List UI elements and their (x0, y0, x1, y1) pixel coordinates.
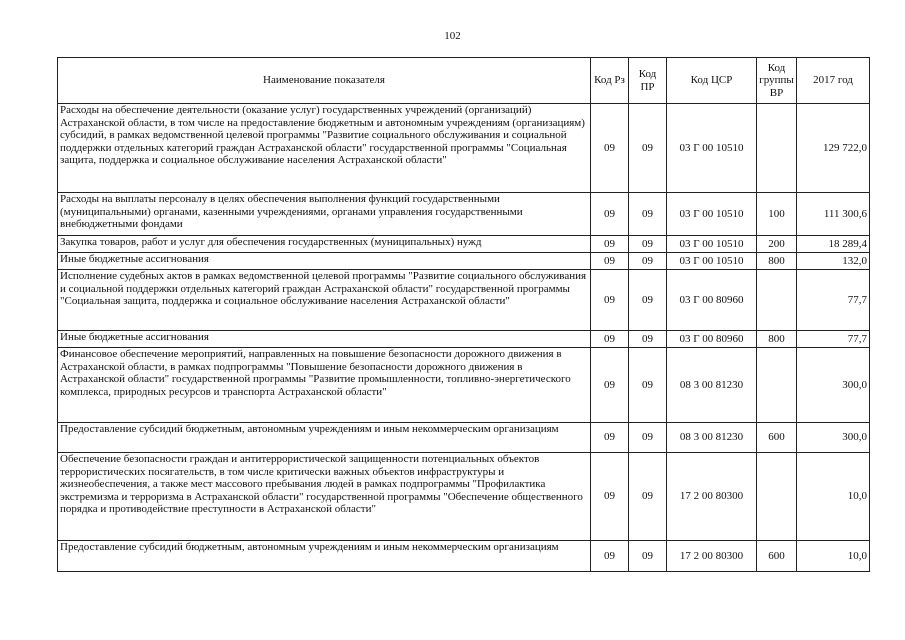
row-amount: 129 722,0 (797, 104, 870, 193)
row-csr: 17 2 00 80300 (667, 541, 757, 572)
header-vr: Код группы ВР (757, 58, 797, 104)
row-csr: 03 Г 00 10510 (667, 104, 757, 193)
row-name: Иные бюджетные ассигнования (58, 253, 591, 270)
table-row (58, 270, 870, 331)
row-name: Иные бюджетные ассигнования (58, 331, 591, 348)
row-rz: 09 (591, 541, 629, 572)
row-vr: 100 (757, 193, 797, 236)
row-vr: 600 (757, 423, 797, 453)
row-name: Предоставление субсидий бюджетным, автономным учреждениям и иным некоммерческим организациям (58, 423, 591, 453)
row-pr: 09 (629, 193, 667, 236)
row-rz: 09 (591, 423, 629, 453)
row-csr: 08 3 00 81230 (667, 423, 757, 453)
header-name: Наименование показателя (58, 58, 591, 104)
row-csr: 08 3 00 81230 (667, 348, 757, 423)
row-vr (757, 270, 797, 331)
row-csr: 17 2 00 80300 (667, 453, 757, 541)
row-vr (757, 104, 797, 193)
row-amount: 300,0 (797, 423, 870, 453)
row-amount: 77,7 (797, 331, 870, 348)
row-amount: 10,0 (797, 453, 870, 541)
row-rz: 09 (591, 193, 629, 236)
row-rz: 09 (591, 453, 629, 541)
header-rz: Код Рз (591, 58, 629, 104)
row-name: Финансовое обеспечение мероприятий, направленных на повышение безопасности дорожного движения в Астраханской области, в рамках подпрограммы "Повышение безопасности дорожного движения в Астраханской области" государственной программы "Развитие промышленности, топливно-энергетического комплекса, природных ресурсов и транспорта Астраханской области" (58, 348, 591, 423)
table-row (58, 236, 870, 253)
page-number: 102 (444, 30, 461, 42)
row-amount: 111 300,6 (797, 193, 870, 236)
header-pr: Код ПР (629, 58, 667, 104)
row-name: Закупка товаров, работ и услуг для обеспечения государственных (муниципальных) нужд (58, 236, 591, 253)
row-amount: 77,7 (797, 270, 870, 331)
row-pr: 09 (629, 104, 667, 193)
row-csr: 03 Г 00 10510 (667, 236, 757, 253)
row-rz: 09 (591, 236, 629, 253)
row-name: Предоставление субсидий бюджетным, автономным учреждениям и иным некоммерческим организациям (58, 541, 591, 572)
row-pr: 09 (629, 236, 667, 253)
row-name: Расходы на обеспечение деятельности (оказание услуг) государственных учреждений (организаций) Астраханской области, в том числе на предоставление бюджетным и автономным учреждениям (организациям) субсидий, в рамках ведомственной целевой программы "Развитие социального обслуживания и социальной поддержки отдельных категорий граждан Астраханской области" государственной программы "Социальная защита, поддержка и социальное обслуживание населения Астраханской области" (58, 104, 591, 193)
row-vr (757, 348, 797, 423)
row-vr: 800 (757, 253, 797, 270)
header-csr: Код ЦСР (667, 58, 757, 104)
row-pr: 09 (629, 541, 667, 572)
row-rz: 09 (591, 104, 629, 193)
row-vr (757, 453, 797, 541)
row-name: Обеспечение безопасности граждан и антитеррористической защищенности потенциальных объектов террористических посягательств, в том числе критически важных объектов инфраструктуры и жизнеобеспечения, а также мест массового пребывания людей в рамках подпрограммы "Профилактика экстремизма и терроризма в Астраханской области" государственной программы "Обеспечение общественного порядка и противодействие преступности в Астраханской области" (58, 453, 591, 541)
row-pr: 09 (629, 348, 667, 423)
table-row (58, 453, 870, 541)
row-csr: 03 Г 00 10510 (667, 253, 757, 270)
table-row (58, 541, 870, 572)
table-row (58, 348, 870, 423)
row-rz: 09 (591, 270, 629, 331)
row-csr: 03 Г 00 80960 (667, 270, 757, 331)
row-pr: 09 (629, 453, 667, 541)
row-vr: 800 (757, 331, 797, 348)
row-pr: 09 (629, 423, 667, 453)
table-row (58, 104, 870, 193)
table-row (58, 253, 870, 270)
table-row (58, 331, 870, 348)
table-row (58, 423, 870, 453)
row-amount: 10,0 (797, 541, 870, 572)
row-pr: 09 (629, 253, 667, 270)
row-rz: 09 (591, 331, 629, 348)
row-name: Расходы на выплаты персоналу в целях обеспечения выполнения функций государственными (муниципальными) органами, казенными учреждениями, органами управления государственными внебюджетными фондами (58, 193, 591, 236)
budget-table (57, 57, 870, 572)
row-name: Исполнение судебных актов в рамках ведомственной целевой программы "Развитие социального обслуживания и социальной поддержки отдельных категорий граждан Астраханской области" государственной программы "Социальная защита, поддержка и социальное обслуживание населения Астраханской области" (58, 270, 591, 331)
row-pr: 09 (629, 270, 667, 331)
row-vr: 600 (757, 541, 797, 572)
row-rz: 09 (591, 253, 629, 270)
table-header-row (58, 58, 870, 104)
row-amount: 18 289,4 (797, 236, 870, 253)
row-amount: 132,0 (797, 253, 870, 270)
row-pr: 09 (629, 331, 667, 348)
row-csr: 03 Г 00 10510 (667, 193, 757, 236)
row-rz: 09 (591, 348, 629, 423)
row-csr: 03 Г 00 80960 (667, 331, 757, 348)
row-amount: 300,0 (797, 348, 870, 423)
header-year: 2017 год (797, 58, 870, 104)
row-vr: 200 (757, 236, 797, 253)
table-row (58, 193, 870, 236)
